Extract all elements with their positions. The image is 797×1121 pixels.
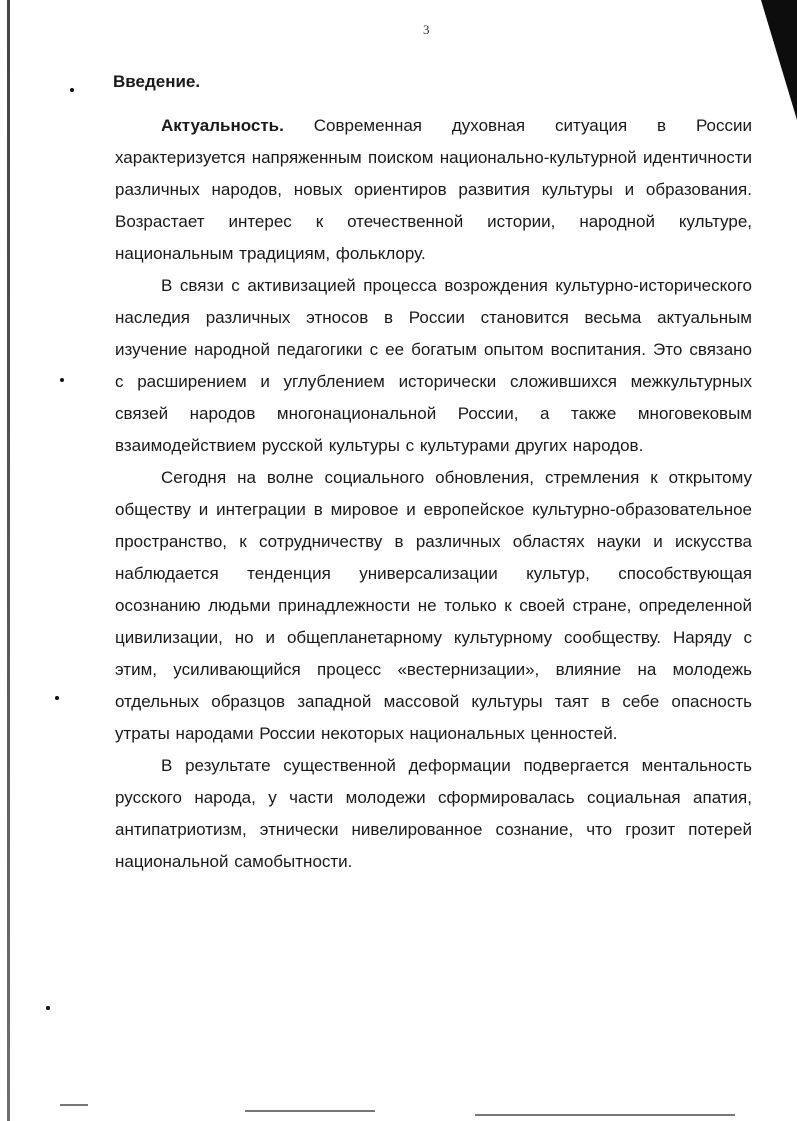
scan-dot	[55, 696, 59, 700]
paragraph-text: Современная духовная ситуация в России характеризуется напряженным поиском национально-культурной идентичности различных народов, новых ориентиров развития культуры и образования. Возрастает интерес к отечественной истории, народной культуре, национальным традициям, фольклору.	[115, 116, 752, 263]
scan-dot	[46, 1006, 50, 1010]
scan-dot	[60, 378, 64, 382]
scan-bottom-line	[60, 1104, 88, 1106]
paragraph-lead: Актуальность.	[161, 116, 284, 135]
scan-bottom-line	[245, 1110, 375, 1112]
paragraph-relevance	[115, 110, 752, 270]
document-body	[115, 110, 752, 878]
scan-left-edge	[7, 0, 10, 1121]
paragraph: Сегодня на волне социального обновления, стремления к открытому обществу и интеграции в мировое и европейское культурно-образовательное пространство, к сотрудничеству в различных областях науки и искусства наблюдается тенденция универсализации культур, способствующая осознанию людьми принадлежности не только к своей стране, определенной цивилизации, но и общепланетарному культурному сообществу. Наряду с этим, усиливающийся процесс «вестернизации», влияние на молодежь отдельных образцов западной массовой культуры таят в себе опасность утраты народами России некоторых национальных ценностей.	[115, 468, 752, 743]
paragraph: В результате существенной деформации подвергается ментальность русского народа, у части молодежи сформировалась социальная апатия, антипатриотизм, этнически нивелированное сознание, что грозит потерей национальной самобытности.	[115, 756, 752, 871]
scan-dot	[70, 88, 74, 92]
scan-corner-mark	[761, 0, 797, 120]
section-heading: Введение.	[113, 72, 201, 91]
page-number: 3	[423, 22, 430, 37]
scan-bottom-line	[475, 1114, 735, 1116]
paragraph: В связи с активизацией процесса возрождения культурно-исторического наследия различных этносов в России становится весьма актуальным изучение народной педагогики с ее богатым опытом воспитания. Это связано с расширением и углублением исторически сложившихся межкультурных связей народов многонациональной России, а также многовековым взаимодействием русской культуры с культурами других народов.	[115, 276, 752, 455]
